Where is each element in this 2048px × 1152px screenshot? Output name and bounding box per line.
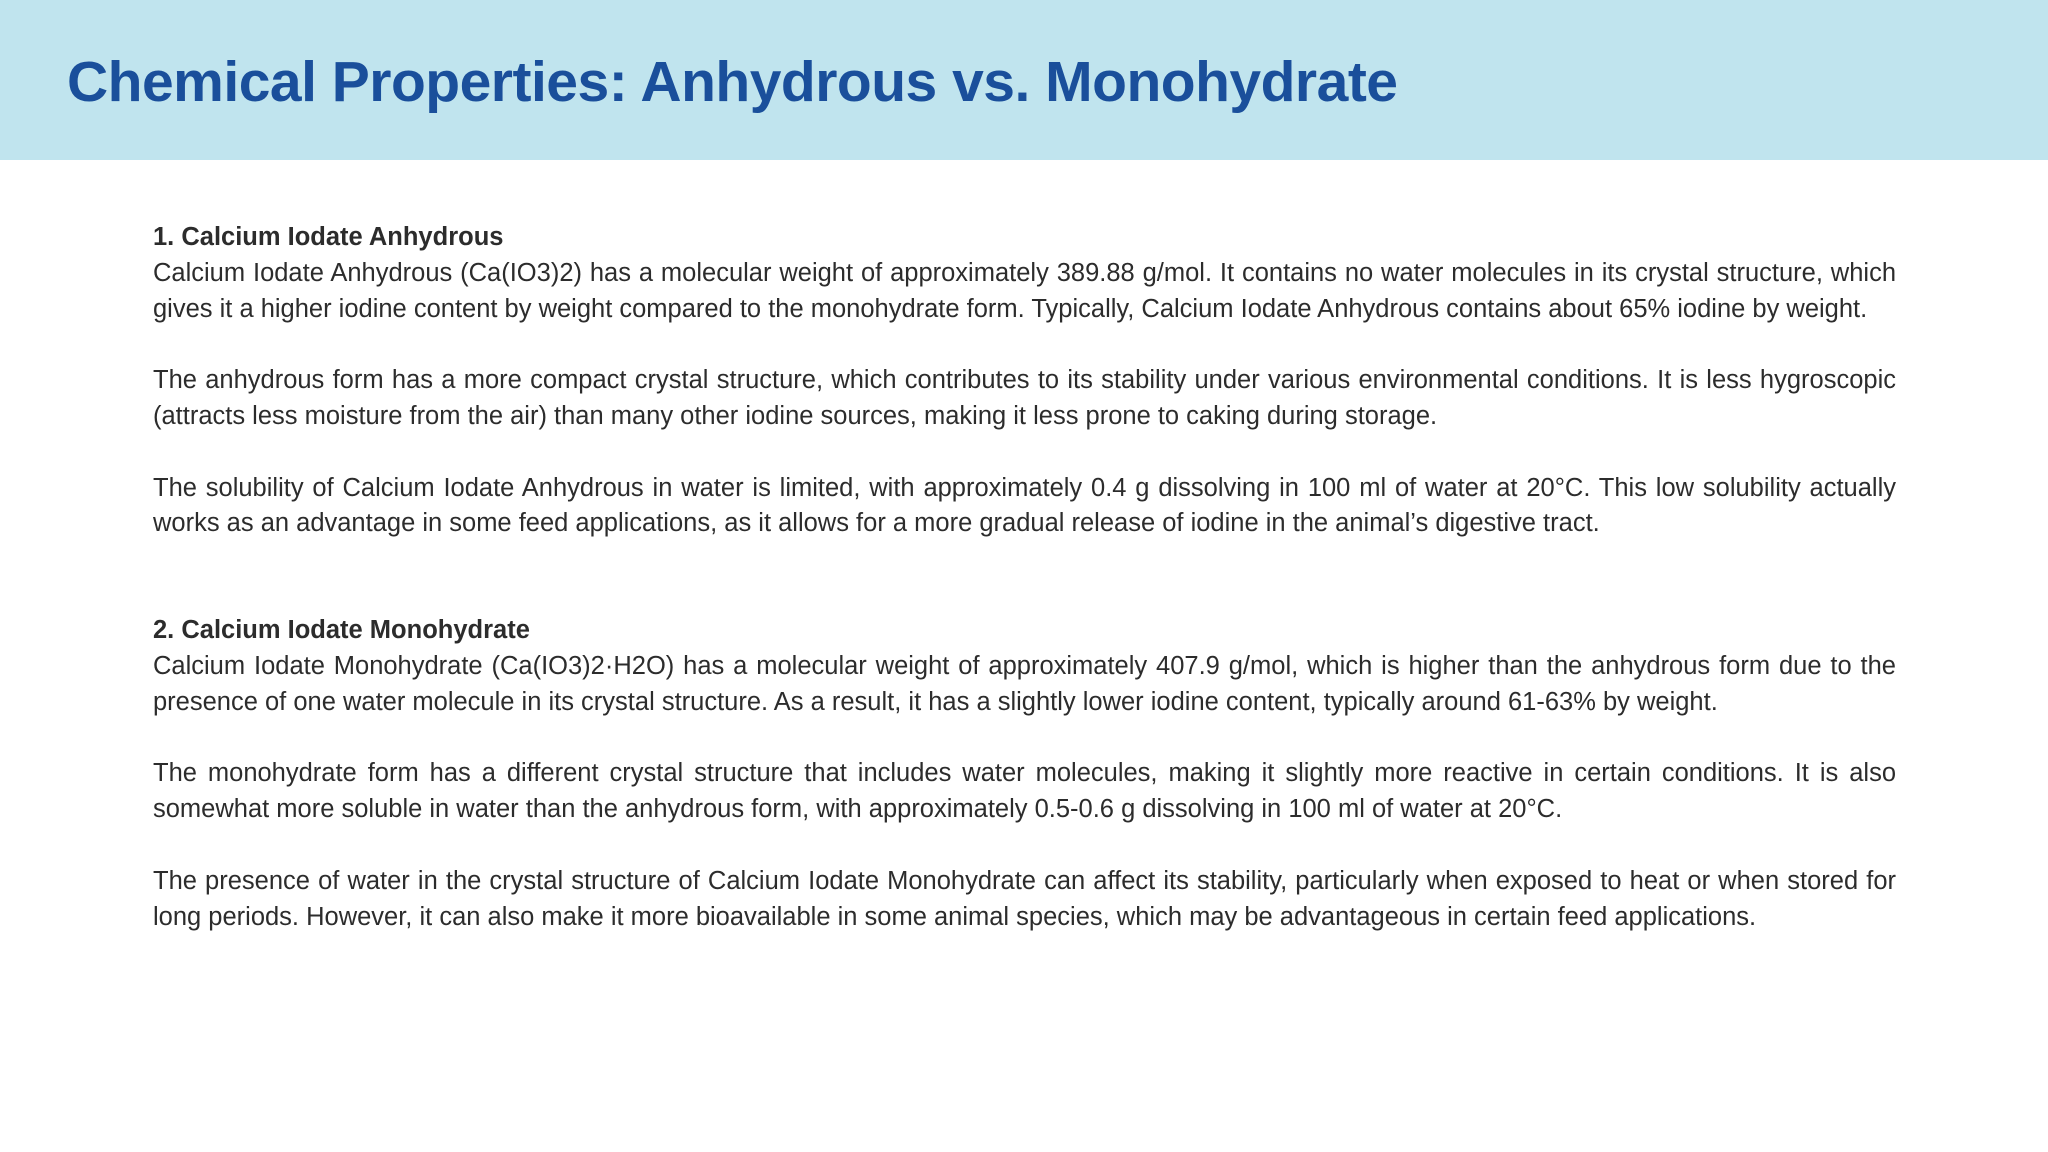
paragraph: The anhydrous form has a more compact crystal structure, which contributes to its stability under various environmental conditions. It is less hygroscopic (attracts less moisture from the air) than many other iodine sources, making it less prone to caking during storage. bbox=[153, 366, 1896, 430]
section-heading: 2. Calcium Iodate Monohydrate bbox=[153, 616, 530, 645]
paragraph: Calcium Iodate Anhydrous (Ca(IO3)2) has a molecular weight of approximately 389.88 g/mol. It contains no water molecules in its crystal structure, which gives it a higher iodine content by weight compared to the monohydrate form. Typically, Calcium Iodate Anhydrous contains about 65% iodine by weight. bbox=[153, 258, 1896, 323]
title-bar bbox=[0, 0, 2048, 160]
slide-title: Chemical Properties: Anhydrous vs. Monohydrate bbox=[67, 50, 1398, 114]
paragraph: Calcium Iodate Monohydrate (Ca(IO3)2·H2O) has a molecular weight of approximately 407.9 g/mol, which is higher than the anhydrous form due to the presence of one water molecule in its crystal structure. As a result, it has a slightly lower iodine content, typically around 61-63% by weight. bbox=[153, 651, 1896, 716]
slide-body bbox=[153, 220, 1896, 935]
section-heading: 1. Calcium Iodate Anhydrous bbox=[153, 223, 504, 251]
section-monohydrate bbox=[153, 613, 1896, 935]
paragraph: The monohydrate form has a different crystal structure that includes water molecules, making it slightly more reactive in certain conditions. It is also somewhat more soluble in water than the anhydrous form, with approximately 0.5-0.6 g dissolving in 100 ml of water at 20°C. bbox=[153, 759, 1896, 824]
paragraph: The presence of water in the crystal structure of Calcium Iodate Monohydrate can affect its stability, particularly when exposed to heat or when stored for long periods. However, it can also make it more bioavailable in some animal species, which may be advantageous in certain feed applications. bbox=[153, 866, 1896, 931]
section-anhydrous bbox=[153, 220, 1896, 542]
paragraph: The solubility of Calcium Iodate Anhydrous in water is limited, with approximately 0.4 g dissolving in 100 ml of water at 20°C. This low solubility actually works as an advantage in some feed applications, as it allows for a more gradual release of iodine in the animal’s digestive tract. bbox=[153, 473, 1896, 538]
